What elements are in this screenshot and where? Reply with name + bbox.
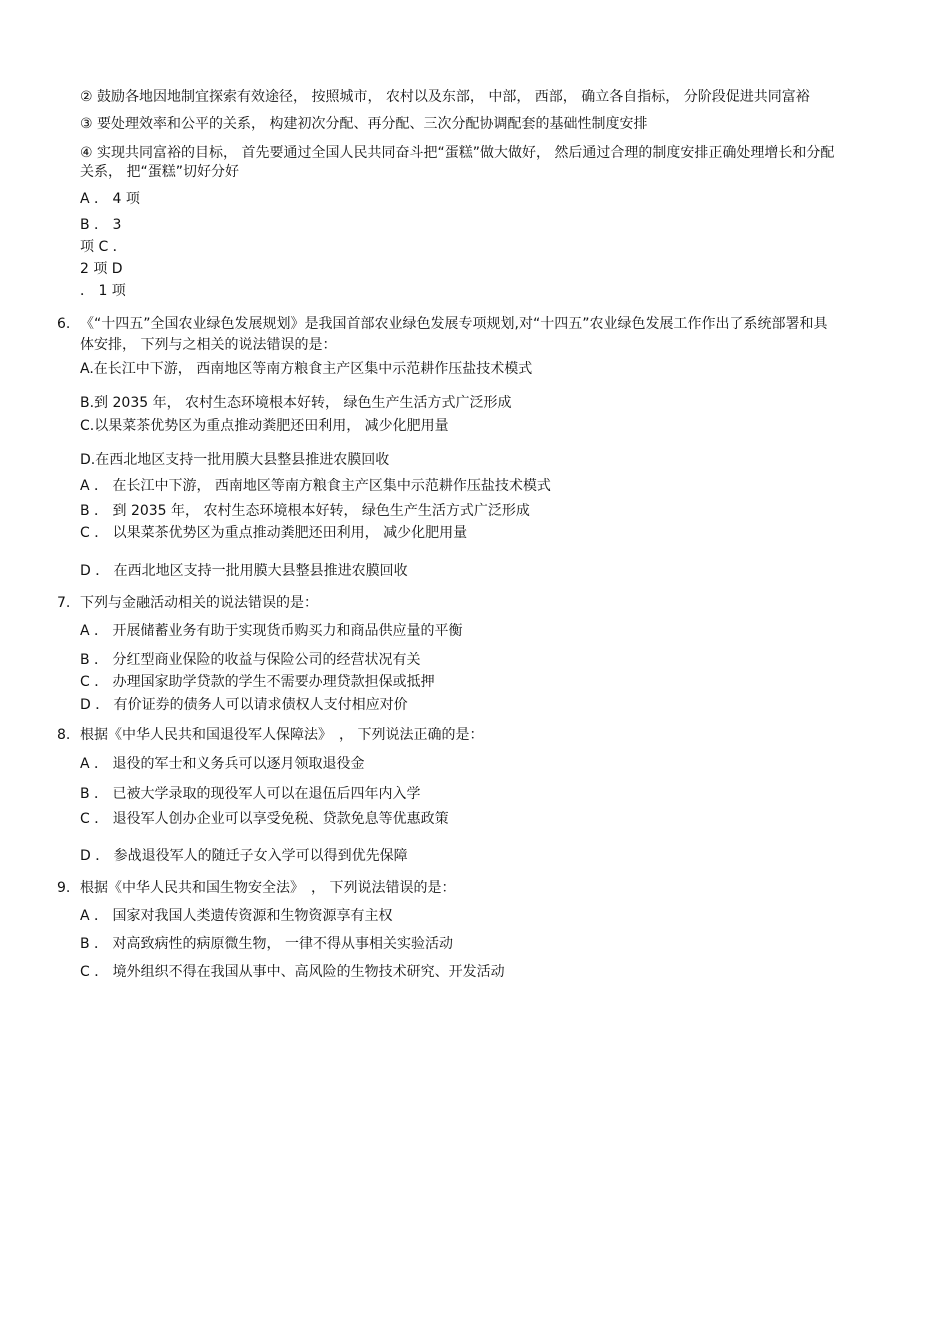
- q8-option-b: B ． 已被大学录取的现役军人可以在退伍后四年内入学: [80, 786, 421, 802]
- q6-option-d: D ． 在西北地区支持一批用膜大县整县推进农膜回收: [80, 563, 408, 579]
- q5-item-2: ② 鼓励各地因地制宜探索有效途径， 按照城市， 农村以及东部， 中部， 西部， 确立各自指标， 分阶段促进共同富裕: [80, 89, 810, 105]
- q6-stem-line1: 《“十四五”全国农业绿色发展规划》是我国首部农业绿色发展专项规划,对“十四五”农业绿色发展工作作出了系统部署和具: [80, 316, 828, 332]
- q5-option-e: ． 1 项: [80, 283, 126, 299]
- q7-option-c: C ． 办理国家助学贷款的学生不需要办理贷款担保或抵押: [80, 674, 435, 690]
- q6-number: 6.: [57, 316, 71, 332]
- q8-option-a: A ． 退役的军士和义务兵可以逐月领取退役金: [80, 756, 365, 772]
- q7-stem: 下列与金融活动相关的说法错误的是：: [80, 595, 318, 611]
- q5-item-4-line2: 关系， 把“蛋糕”切好分好: [80, 164, 239, 180]
- q6-option-a: A ． 在长江中下游， 西南地区等南方粮食主产区集中示范耕作压盐技术模式: [80, 478, 551, 494]
- q8-option-c: C ． 退役军人创办企业可以享受免税、贷款免息等优惠政策: [80, 811, 449, 827]
- q6-dup-option-a: A.在长江中下游， 西南地区等南方粮食主产区集中示范耕作压盐技术模式: [80, 361, 533, 377]
- q5-option-d: 2 项 D: [80, 261, 123, 277]
- q5-item-4-line1: ④ 实现共同富裕的目标， 首先要通过全国人民共同奋斗把“蛋糕”做大做好， 然后通过合理的制度安排正确处理增长和分配: [80, 145, 835, 161]
- q8-stem: 根据《中华人民共和国退役军人保障法》 ， 下列说法正确的是：: [80, 727, 484, 743]
- q9-option-c: C ． 境外组织不得在我国从事中、高风险的生物技术研究、开发活动: [80, 964, 505, 980]
- q6-dup-option-c: C.以果菜茶优势区为重点推动粪肥还田利用， 减少化肥用量: [80, 418, 449, 434]
- q6-stem-line2: 体安排， 下列与之相关的说法错误的是：: [80, 337, 337, 353]
- q8-option-d: D ． 参战退役军人的随迁子女入学可以得到优先保障: [80, 848, 408, 864]
- q5-option-c: 项 C ．: [80, 239, 127, 255]
- q8-number: 8.: [57, 727, 71, 743]
- q5-option-a: A ． 4 项: [80, 191, 140, 207]
- q7-number: 7.: [57, 595, 71, 611]
- q6-dup-option-b: B.到 2035 年， 农村生态环境根本好转， 绿色生产生活方式广泛形成: [80, 395, 512, 411]
- q9-number: 9.: [57, 880, 71, 896]
- q7-option-d: D ． 有价证券的债务人可以请求债权人支付相应对价: [80, 697, 408, 713]
- q9-stem: 根据《中华人民共和国生物安全法》 ， 下列说法错误的是：: [80, 880, 456, 896]
- q6-option-c: C ． 以果菜茶优势区为重点推动粪肥还田利用， 减少化肥用量: [80, 525, 468, 541]
- q6-dup-option-d: D.在西北地区支持一批用膜大县整县推进农膜回收: [80, 452, 390, 468]
- q9-option-b: B ． 对高致病性的病原微生物， 一律不得从事相关实验活动: [80, 936, 453, 952]
- q5-item-3: ③ 要处理效率和公平的关系， 构建初次分配、再分配、三次分配协调配套的基础性制度安排: [80, 116, 648, 132]
- q6-option-b: B ． 到 2035 年， 农村生态环境根本好转， 绿色生产生活方式广泛形成: [80, 503, 530, 519]
- q9-option-a: A ． 国家对我国人类遗传资源和生物资源享有主权: [80, 908, 393, 924]
- q7-option-a: A ． 开展储蓄业务有助于实现货币购买力和商品供应量的平衡: [80, 623, 463, 639]
- q5-option-b: B ． 3: [80, 217, 122, 233]
- q7-option-b: B ． 分红型商业保险的收益与保险公司的经营状况有关: [80, 652, 421, 668]
